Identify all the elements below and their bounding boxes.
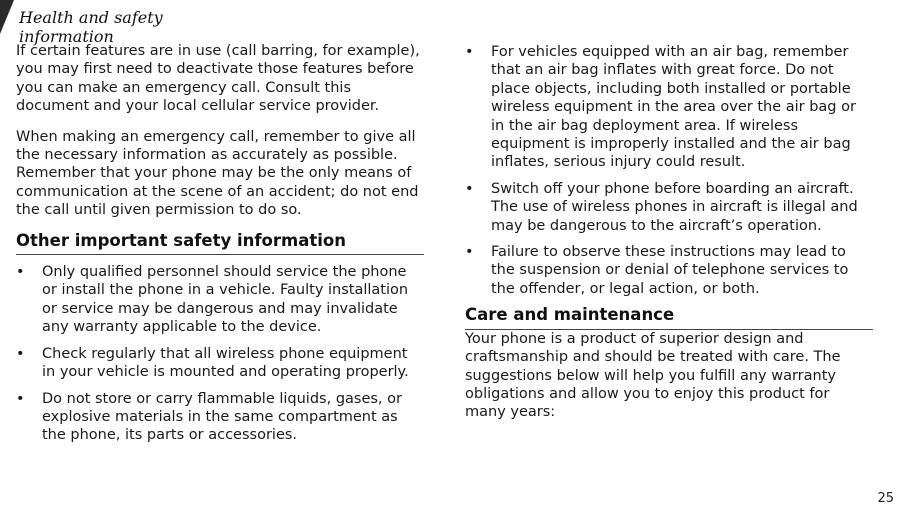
section-title-care-maintenance: Care and maintenance — [465, 306, 873, 329]
list-item — [16, 263, 424, 337]
list-item — [16, 345, 424, 382]
emergency-features-paragraph: If certain features are in use (call barring, for example), you may first need to deactivate those features before you can make an emergency call. Consult this document and your local cellular service provider. — [16, 43, 420, 115]
vehicle-aircraft-list — [465, 43, 873, 298]
bullet-icon: • — [465, 244, 474, 261]
list-item-text: Check regularly that all wireless phone equipment in your vehicle is mounted and operating properly. — [42, 345, 409, 381]
bullet-icon: • — [16, 345, 25, 362]
left-column — [16, 42, 424, 453]
list-item-text: For vehicles equipped with an air bag, remember that an air bag inflates with great force. Do not place objects, including both installed or portable wireless equipment in the area over the air bag or in the air bag deployment area. If wireless equipment is improperly installed and the air bag inflates, serious injury could result. — [491, 44, 856, 171]
bullet-icon: • — [16, 264, 25, 281]
page-header — [0, 0, 250, 46]
list-item — [465, 43, 873, 172]
care-maintenance-paragraph: Your phone is a product of superior design and craftsmanship and should be treated with care. The suggestions below will help you fulfill any warranty obligations and allow you to enjoy this product for many years: — [465, 330, 841, 421]
other-safety-list — [16, 263, 424, 445]
right-column — [465, 43, 873, 434]
bullet-icon: • — [465, 180, 474, 197]
list-item — [465, 180, 873, 235]
emergency-call-paragraph: When making an emergency call, remember to give all the necessary information as accurately as possible. Remember that your phone may be the only means of communication at the scene of an accident; do not end the call until given permission to do so. — [16, 128, 419, 219]
list-item-text: Switch off your phone before boarding an aircraft. The use of wireless phones in aircraft is illegal and may be dangerous to the aircraft’s operation. — [491, 180, 858, 234]
list-item — [16, 390, 424, 445]
header-title: Health and safety information — [19, 8, 163, 46]
list-item-text: Do not store or carry flammable liquids, gases, or explosive materials in the same compartment as the phone, its parts or accessories. — [42, 390, 402, 444]
header-tab-marker — [0, 0, 14, 34]
list-item-text: Only qualified personnel should service the phone or install the phone in a vehicle. Faulty installation or service may be dangerous and may invalidate any warranty applicable to the device. — [42, 264, 409, 336]
list-item — [465, 243, 873, 298]
page-number: 25 — [877, 491, 894, 506]
list-item-text: Failure to observe these instructions may lead to the suspension or denial of telephone services to the offender, or legal action, or both. — [491, 244, 849, 297]
section-title-other-safety: Other important safety information — [16, 232, 424, 255]
bullet-icon: • — [16, 390, 25, 407]
bullet-icon: • — [465, 44, 474, 60]
